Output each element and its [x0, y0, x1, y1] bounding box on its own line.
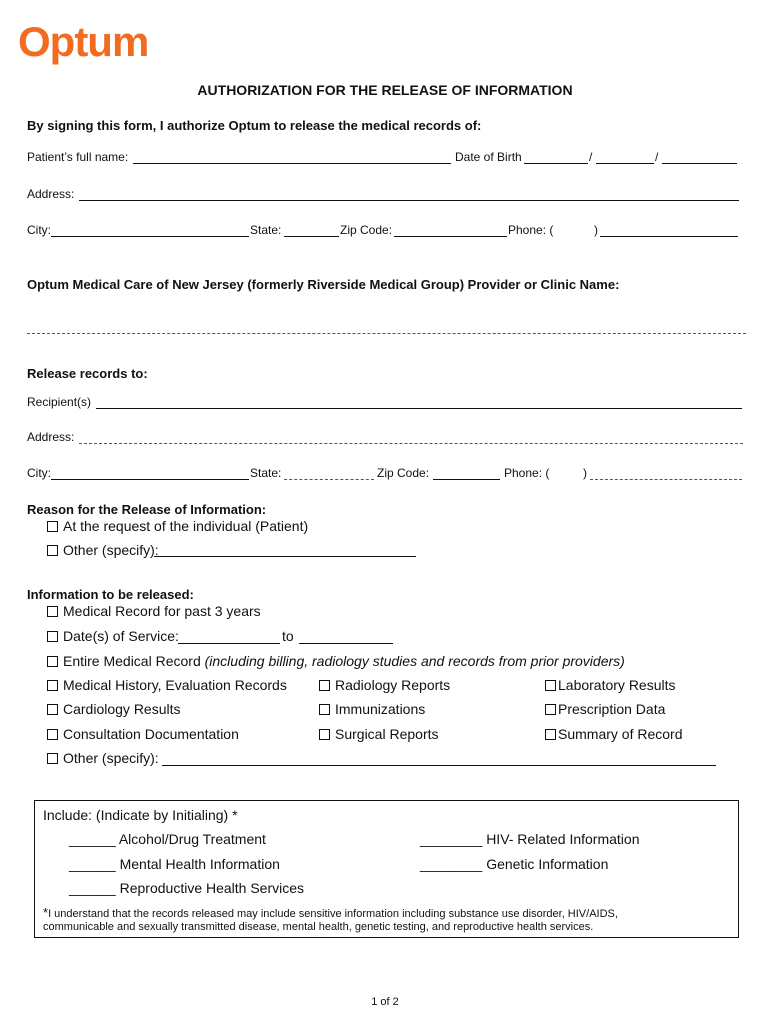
- include-mental-item[interactable]: [69, 856, 280, 872]
- checkbox[interactable]: [47, 753, 58, 764]
- info-to-label: to: [282, 628, 294, 644]
- info-col3-item[interactable]: [545, 701, 665, 717]
- dob-day-field[interactable]: [596, 163, 654, 164]
- recipient-label: Recipient(s): [27, 395, 92, 409]
- checkbox[interactable]: [319, 680, 330, 691]
- patient-name-field[interactable]: [133, 163, 451, 164]
- patient-phone-field[interactable]: [600, 236, 738, 237]
- info-entire-label: Entire Medical Record: [63, 653, 201, 669]
- info-col3-item[interactable]: [545, 726, 682, 742]
- checkbox[interactable]: [47, 606, 58, 617]
- checkbox[interactable]: [47, 704, 58, 715]
- info-col2-label: Radiology Reports: [335, 677, 451, 693]
- include-genetic-item[interactable]: [420, 856, 608, 872]
- info-dates-option[interactable]: [47, 628, 179, 644]
- include-hiv-item[interactable]: [420, 831, 639, 847]
- initial-blank[interactable]: ______: [69, 831, 116, 847]
- info-entire-option[interactable]: [47, 653, 625, 669]
- info-other-field[interactable]: [162, 765, 716, 766]
- include-heading: Include: (Indicate by Initialing) *: [43, 807, 238, 823]
- info-other-label: Other (specify):: [63, 750, 159, 766]
- dates-to-field[interactable]: [299, 643, 393, 644]
- dob-slash: /: [589, 150, 593, 164]
- checkbox[interactable]: [47, 656, 58, 667]
- dob-month-field[interactable]: [524, 163, 588, 164]
- info-col2-item[interactable]: [319, 726, 439, 742]
- include-note-line1: [43, 905, 618, 920]
- include-box: [34, 800, 739, 938]
- recipient-phone-field[interactable]: [590, 479, 742, 480]
- patient-phone-close: ): [594, 223, 598, 237]
- info-past3-option[interactable]: [47, 603, 261, 619]
- recipient-field[interactable]: [96, 408, 742, 409]
- patient-state-label: State:: [250, 223, 282, 237]
- provider-name-field[interactable]: [27, 333, 746, 334]
- info-col1-item[interactable]: [47, 677, 287, 693]
- reason-patient-label: At the request of the individual (Patient): [63, 518, 309, 534]
- checkbox[interactable]: [47, 545, 58, 556]
- patient-phone-label: Phone: (: [508, 223, 554, 237]
- checkbox[interactable]: [545, 704, 556, 715]
- reason-other-field[interactable]: [154, 556, 416, 557]
- reason-heading: Reason for the Release of Information:: [27, 502, 267, 517]
- patient-city-label: City:: [27, 223, 51, 237]
- patient-address-label: Address:: [27, 187, 75, 201]
- patient-zip-field[interactable]: [394, 236, 507, 237]
- recipient-phone-close: ): [583, 466, 587, 480]
- patient-state-field[interactable]: [284, 236, 339, 237]
- dates-from-field[interactable]: [178, 643, 280, 644]
- recipient-city-label: City:: [27, 466, 51, 480]
- provider-heading: Optum Medical Care of New Jersey (formerly Riverside Medical Group) Provider or Clinic Name:: [27, 277, 620, 292]
- checkbox[interactable]: [47, 729, 58, 740]
- include-repro-item[interactable]: [69, 880, 304, 896]
- info-col3-label: Laboratory Results: [558, 677, 676, 693]
- info-heading: Information to be released:: [27, 587, 194, 602]
- info-col2-item[interactable]: [319, 677, 450, 693]
- recipient-state-label: State:: [250, 466, 282, 480]
- info-dates-label: Date(s) of Service:: [63, 628, 179, 644]
- note-text: I understand that the records released may include sensitive information including substance use disorder, HIV/AIDS,: [48, 908, 618, 920]
- info-col1-label: Medical History, Evaluation Records: [63, 677, 287, 693]
- recipient-state-field[interactable]: [284, 479, 374, 480]
- info-col1-label: Cardiology Results: [63, 701, 181, 717]
- recipient-address-field[interactable]: [79, 443, 743, 444]
- initial-blank[interactable]: ______: [69, 856, 116, 872]
- recipient-city-field[interactable]: [51, 479, 249, 480]
- release-to-heading: Release records to:: [27, 366, 148, 381]
- patient-address-field[interactable]: [79, 200, 739, 201]
- recipient-address-label: Address:: [27, 430, 75, 444]
- include-mental-label: Mental Health Information: [119, 856, 280, 872]
- info-col3-item[interactable]: [545, 677, 676, 693]
- reason-patient-option[interactable]: [47, 518, 308, 534]
- patient-name-label: Patient’s full name:: [27, 150, 129, 164]
- info-other-option[interactable]: [47, 750, 159, 766]
- include-repro-label: Reproductive Health Services: [119, 880, 305, 896]
- info-entire-note: (including billing, radiology studies and records from prior providers): [204, 653, 625, 669]
- recipient-zip-label: Zip Code:: [377, 466, 430, 480]
- reason-other-option[interactable]: [47, 542, 159, 558]
- checkbox[interactable]: [545, 680, 556, 691]
- info-col2-label: Surgical Reports: [335, 726, 439, 742]
- patient-city-field[interactable]: [51, 236, 249, 237]
- intro-text: By signing this form, I authorize Optum to release the medical records of:: [27, 118, 482, 133]
- info-col1-item[interactable]: [47, 726, 239, 742]
- dob-label: Date of Birth: [455, 150, 522, 164]
- dob-year-field[interactable]: [662, 163, 737, 164]
- info-col3-label: Summary of Record: [558, 726, 683, 742]
- include-alcohol-item[interactable]: [69, 831, 266, 847]
- include-genetic-label: Genetic Information: [486, 856, 609, 872]
- checkbox[interactable]: [47, 680, 58, 691]
- info-past3-label: Medical Record for past 3 years: [63, 603, 261, 619]
- checkbox[interactable]: [319, 704, 330, 715]
- reason-other-label: Other (specify):: [63, 542, 159, 558]
- initial-blank[interactable]: ________: [420, 856, 483, 872]
- checkbox[interactable]: [47, 521, 58, 532]
- info-col1-label: Consultation Documentation: [63, 726, 239, 742]
- asterisk: *: [43, 905, 49, 920]
- initial-blank[interactable]: ______: [69, 880, 116, 896]
- recipient-zip-field[interactable]: [433, 479, 500, 480]
- page-number: 1 of 2: [371, 996, 399, 1008]
- dob-slash: /: [655, 150, 659, 164]
- recipient-phone-label: Phone: (: [504, 466, 550, 480]
- initial-blank[interactable]: ________: [420, 831, 483, 847]
- checkbox[interactable]: [545, 729, 556, 740]
- checkbox[interactable]: [319, 729, 330, 740]
- patient-zip-label: Zip Code:: [340, 223, 393, 237]
- info-col3-label: Prescription Data: [558, 701, 666, 717]
- info-col1-item[interactable]: [47, 701, 181, 717]
- checkbox[interactable]: [47, 631, 58, 642]
- include-hiv-label: HIV- Related Information: [486, 831, 640, 847]
- include-alcohol-label: Alcohol/Drug Treatment: [118, 831, 266, 847]
- include-note-line2: communicable and sexually transmitted disease, mental health, genetic testing, and reproductive health services.: [43, 921, 594, 933]
- form-title: AUTHORIZATION FOR THE RELEASE OF INFORMATION: [197, 82, 573, 98]
- info-col2-item[interactable]: [319, 701, 425, 717]
- optum-logo: Optum: [18, 18, 149, 65]
- info-col2-label: Immunizations: [335, 701, 426, 717]
